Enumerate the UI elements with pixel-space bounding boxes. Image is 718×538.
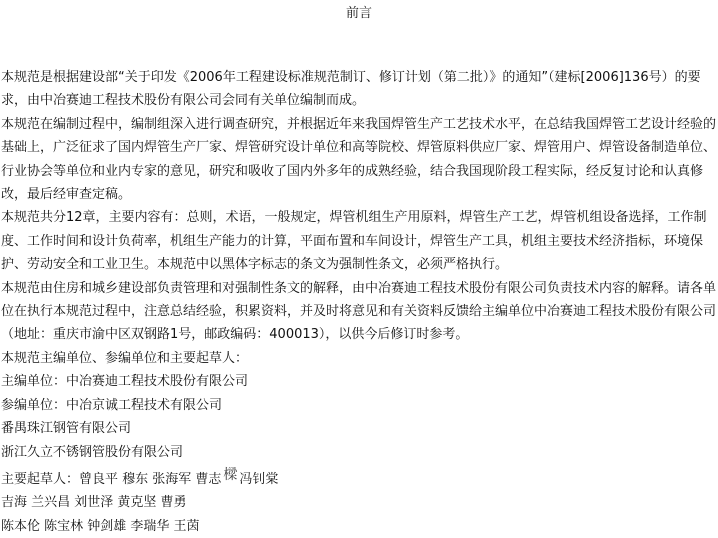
paragraph-management: 本规范由住房和城乡建设部负责管理和对强制性条文的解释，由中冶赛迪工程技术股份有限公司负责技术内容的解释。请各单位在执行本规范过程中，注意总结经验，积累资料，并及时将意见和有关资料反馈给主编单位中冶赛迪工程技术股份有限公司（地址：重庆市渝中区双钢路1号，邮政编码：400013），以供今后修订时参考。	[1, 280, 717, 343]
document-body	[1, 66, 716, 538]
drafters-line	[1, 464, 716, 491]
participating-unit: 浙江久立不锈钢管股份有限公司	[1, 444, 184, 460]
paragraph-basis: 本规范是根据建设部“关于印发《2006年工程建设标准规范制订、修订计划（第二批）》的通知”（建标[2006]136号）的要求，由中冶赛迪工程技术股份有限公司会同有关单位编制而成。	[1, 70, 701, 109]
drafters-names: 冯钊棠	[239, 471, 279, 487]
drafters-names: 曾良平 穆东 张海军 曹志	[79, 471, 222, 487]
drafter-name-glyph: 樑	[223, 466, 238, 483]
participating-unit: 参编单位：中冶京诚工程技术有限公司	[1, 397, 223, 413]
paragraph-process: 本规范在编制过程中，编制组深入进行调查研究，并根据近年来我国焊管生产工艺技术水平，在总结我国焊管工艺设计经验的基础上，广泛征求了国内焊管生产厂家、焊管研究设计单位和高等院校、焊管原料供应厂家、焊管用户、焊管设备制造单位、行业协会等单位和业内专家的意见，研究和吸收了国内外多年的成熟经验，结合我国现阶段工程实际，经反复讨论和认真修改，最后经审查定稿。	[1, 116, 717, 203]
drafters-line: 陈本伦 陈宝林 钟剑雄 李瑞华 王茵	[1, 518, 200, 534]
participating-unit: 番禺珠江钢管有限公司	[1, 421, 132, 437]
page-title: 前言	[345, 6, 372, 21]
drafters-line: 吉海 兰兴昌 刘世泽 黄克坚 曹勇	[1, 495, 187, 511]
drafters-label: 主要起草人：	[1, 471, 80, 487]
chief-unit: 主编单位：中冶赛迪工程技术股份有限公司	[1, 374, 249, 390]
units-intro: 本规范主编单位、参编单位和主要起草人：	[1, 350, 249, 366]
paragraph-contents: 本规范共分12章，主要内容有：总则，术语，一般规定，焊管机组生产用原料，焊管生产工艺，焊管机组设备选择，工作制度、工作时间和设计负荷率，机组生产能力的计算，平面布置和车间设计，焊管生产工具，机组主要技术经济指标，环境保护、劳动安全和工业卫生。本规范中以黑体字标志的条文为强制性条文，必须严格执行。	[1, 210, 707, 273]
